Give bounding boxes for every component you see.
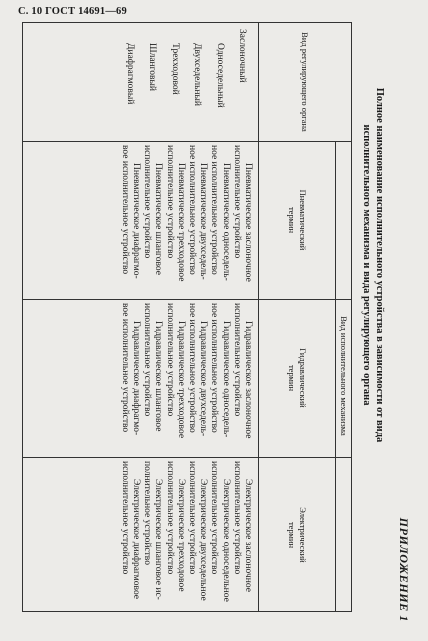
hydraulic-line: ное исполнительное устройство — [209, 303, 220, 433]
hydraulic-line: ное исполнительное устройство — [186, 303, 197, 433]
electric-line: исполнительное устройство — [164, 461, 175, 575]
header-organ: Вид регулирующего органа — [300, 32, 311, 132]
hydraulic-line: Гидравлическое трехходовое — [175, 321, 186, 439]
organ-item: Двухседельный — [192, 43, 203, 106]
hydraulic-line: Гидравлическое диафрагмо- — [130, 321, 141, 436]
pneumatic-line: исполнительное устройство — [164, 145, 175, 259]
electric-line: Электрическое шланговое ис- — [153, 479, 164, 600]
title-line-1: Полное наименование исполнительного устройства в зависимости от вида — [374, 87, 385, 443]
hydraulic-line: исполнительное устройство — [164, 303, 175, 417]
header-mechanism: Вид исполнительного механизма — [338, 316, 349, 436]
pneumatic-line: Пневматическое диафрагмо- — [130, 163, 141, 279]
organ-item: Трехходовой — [169, 43, 180, 95]
rotated-content — [10, 22, 414, 622]
hydraulic-line: Гидравлическое односедель- — [220, 321, 231, 438]
electric-line: исполнительное устройство — [231, 461, 242, 575]
electric-line: Электрическое трехходовое — [175, 479, 186, 592]
electric-line: исполнительное устройство — [186, 461, 197, 575]
pneumatic-line: Пневматическое шланговое — [153, 163, 164, 275]
pneumatic-column — [119, 145, 253, 282]
appendix-label: ПРИЛОЖЕНИЕ 1 — [397, 517, 411, 622]
electric-line: исполнительное устройство — [209, 461, 220, 575]
page-header: С. 10 ГОСТ 14691—69 — [18, 6, 127, 17]
pneumatic-line: исполнительное устройство — [142, 145, 153, 259]
pneumatic-line: ное исполнительное устройство — [209, 145, 220, 275]
title-line-2: исполнительного механизма и вида регулирующего органа — [361, 124, 372, 406]
pneumatic-line: Пневматическое заслоночное — [243, 163, 253, 282]
pneumatic-line: Пневматическое трехходовое — [175, 163, 186, 282]
electric-line: Электрическое диафрагмовое — [130, 479, 141, 600]
hydraulic-line: вое исполнительное устройство — [119, 303, 130, 433]
organ-item: Шланговый — [147, 43, 158, 91]
naming-table — [22, 22, 352, 612]
hydraulic-column — [119, 303, 253, 438]
pneumatic-line: Пневматическое односедель- — [220, 163, 231, 281]
pneumatic-line: исполнительное устройство — [231, 145, 242, 259]
organ-item: Односедельный — [214, 43, 225, 108]
hydraulic-line: Гидравлическое двухседель- — [198, 321, 209, 437]
organ-item: Заслоночный — [237, 29, 247, 83]
pneumatic-line: Пневматическое двухседель- — [198, 163, 209, 280]
pneumatic-line: ное исполнительное устройство — [186, 145, 197, 275]
header-pneumatic: Пневматический термин — [287, 189, 308, 251]
organ-item: Диафрагмовый — [124, 43, 135, 105]
electric-line: Электрическое односедельное — [220, 479, 231, 602]
electric-line: Электрическое заслоночное — [243, 479, 253, 592]
hydraulic-line: исполнительное устройство — [231, 303, 242, 417]
electric-line: Электрическое двухседельное — [198, 479, 209, 601]
electric-column — [119, 461, 253, 602]
header-electric: Электрический термин — [287, 507, 308, 563]
electric-line: полнительное устройство — [142, 461, 153, 565]
hydraulic-line: Гидравлическое шланговое — [153, 321, 164, 432]
electric-line: исполнительное устройство — [119, 461, 130, 575]
pneumatic-line: вое исполнительное устройство — [119, 145, 130, 275]
header-hydraulic: Гидравлический термин — [287, 348, 308, 408]
hydraulic-line: Гидравлическое заслоночное — [243, 321, 253, 439]
table-title — [360, 30, 386, 500]
organ-column — [119, 29, 253, 108]
hydraulic-line: исполнительное устройство — [142, 303, 153, 417]
